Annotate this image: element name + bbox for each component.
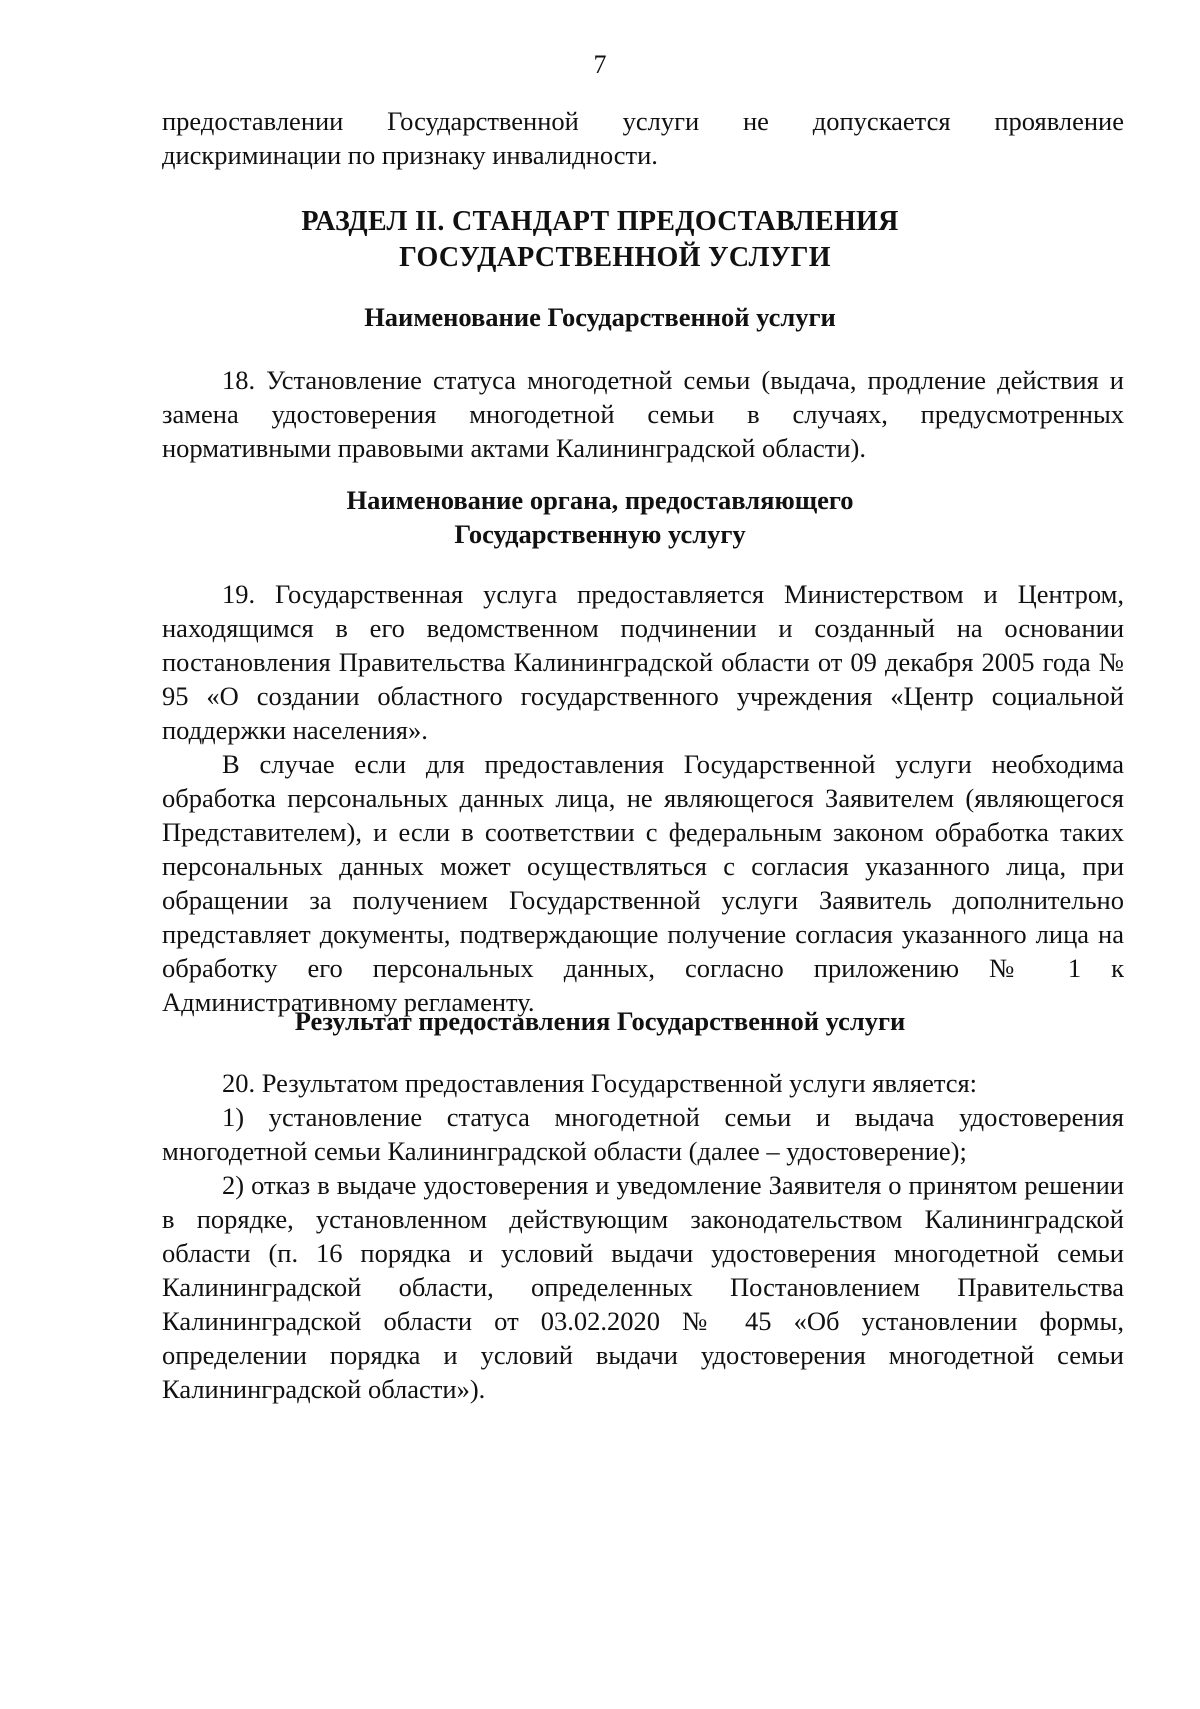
paragraph-19-consent: В случае если для предоставления Государственной услуги необходима обработка персональных данных лица, не являющегося Заявителем (являющегося Представителем), и если в соответствии с федеральным законом обработка таких персональных данных может осуществляться с согласия указанного лица, при обращении за получением Государственной услуги Заявитель дополнительно представляет документы, подтверждающие получение согласия указанного лица на обработку его персональных данных, согласно приложению № 1 к Административному регламенту. — [162, 749, 1124, 1017]
paragraph-19: 19. Государственная услуга предоставляется Министерством и Центром, находящимся в его ведомственном подчинении и созданный на основании постановления Правительства Калининградской области от 09 декабря 2005 года № 95 «О создании областного государственного учреждения «Центр социальной поддержки населения». — [162, 579, 1124, 745]
paragraph-20-block — [162, 1066, 1124, 1406]
heading-organ-line-2: Государственную услугу — [454, 519, 746, 549]
heading-organ-line-1: Наименование органа, предоставляющего — [346, 485, 854, 515]
section-title-line-2: ГОСУДАРСТВЕННОЙ УСЛУГИ — [399, 242, 831, 273]
paragraph-20: 20. Результатом предоставления Государственной услуги является: — [222, 1068, 978, 1098]
paragraph-18-block — [162, 363, 1124, 465]
page-number: 7 — [593, 50, 607, 79]
paragraph-20-item-2: 2) отказ в выдаче удостоверения и уведомление Заявителя о принятом решении в порядке, установленном действующим законодательством Калининградской области (п. 16 порядка и условий выдачи удостоверения многодетной семьи Калининградской области, определенных Постановлением Правительства Калининградской области от 03.02.2020 № 45 «Об установлении формы, определении порядка и условий выдачи удостоверения многодетной семьи Калининградской области»). — [162, 1170, 1124, 1404]
intro-line-1: предоставлении Государственной услуги не допускается проявление — [162, 106, 1124, 136]
section-title-line-1: РАЗДЕЛ II. СТАНДАРТ ПРЕДОСТАВЛЕНИЯ — [301, 206, 899, 237]
heading-result: Результат предоставления Государственной услуги — [294, 1006, 906, 1036]
section-title — [0, 204, 1200, 276]
intro-line-2: дискриминации по признаку инвалидности. — [162, 140, 658, 170]
intro-paragraph — [162, 104, 1124, 172]
paragraph-20-item-1: 1) установление статуса многодетной семьи и выдача удостоверения многодетной семьи Калининградской области (далее – удостоверение); — [162, 1102, 1124, 1166]
paragraph-19-block — [162, 577, 1124, 1019]
heading-organ — [0, 483, 1200, 551]
paragraph-18: 18. Установление статуса многодетной семьи (выдача, продление действия и замена удостоверения многодетной семьи в случаях, предусмотренных нормативными правовыми актами Калининградской области). — [162, 365, 1124, 463]
heading-service-name: Наименование Государственной услуги — [364, 302, 836, 332]
